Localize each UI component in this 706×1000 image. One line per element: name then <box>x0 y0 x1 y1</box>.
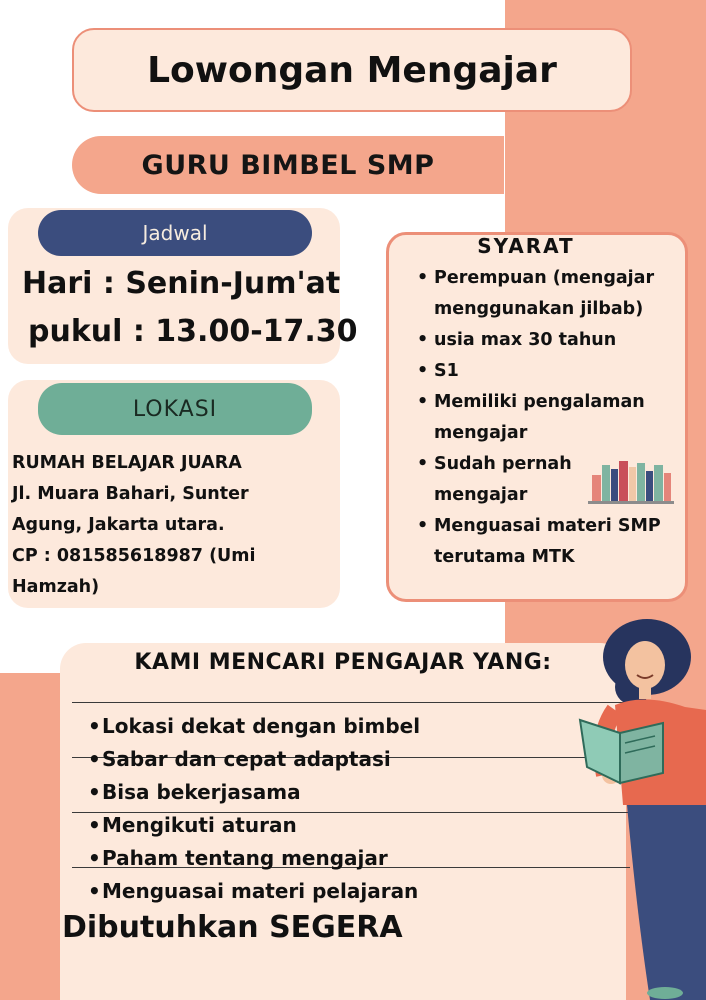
background-peach-bottom-left <box>0 673 60 1000</box>
page-title: Lowongan Mengajar <box>72 28 632 112</box>
syarat-list <box>414 263 684 573</box>
mencari-title: KAMI MENCARI PENGAJAR YANG: <box>134 650 552 675</box>
list-item: • Perempuan (mengajar menggunakan jilbab) <box>414 263 684 325</box>
list-item: • Lokasi dekat dengan bimbel <box>88 710 420 743</box>
list-item: • S1 <box>414 356 684 387</box>
list-item: • Menguasai materi SMP terutama MTK <box>414 511 684 573</box>
lokasi-line: RUMAH BELAJAR JUARA <box>12 453 242 473</box>
list-item: • Sabar dan cepat adaptasi <box>88 743 420 776</box>
lokasi-line: Hamzah) <box>12 577 100 597</box>
footer-urgent: Dibutuhkan SEGERA <box>62 910 403 945</box>
list-item: • Menguasai materi pelajaran <box>88 875 420 908</box>
lokasi-line: Jl. Muara Bahari, Sunter <box>12 484 249 504</box>
jadwal-hari: Hari : Senin-Jum'at <box>22 266 341 301</box>
page-subtitle: GURU BIMBEL SMP <box>72 136 504 194</box>
list-item: • Memiliki pengalaman mengajar <box>414 387 664 449</box>
syarat-title: SYARAT <box>477 234 575 258</box>
list-item: • Bisa bekerjasama <box>88 776 420 809</box>
list-item: • Sudah pernah mengajar <box>414 449 584 511</box>
list-item: • usia max 30 tahun <box>414 325 684 356</box>
woman-reading-illustration <box>575 615 706 1000</box>
lokasi-address <box>12 448 332 603</box>
lokasi-label: LOKASI <box>38 383 312 435</box>
mencari-list <box>88 710 420 908</box>
lokasi-line: Agung, Jakarta utara. <box>12 515 225 535</box>
divider <box>72 702 630 703</box>
lokasi-line: CP : 081585618987 (Umi <box>12 546 256 566</box>
jadwal-pukul: pukul : 13.00-17.30 <box>28 314 358 349</box>
list-item: • Paham tentang mengajar <box>88 842 420 875</box>
books-illustration <box>588 455 674 505</box>
list-item: • Mengikuti aturan <box>88 809 420 842</box>
jadwal-label: Jadwal <box>38 210 312 256</box>
